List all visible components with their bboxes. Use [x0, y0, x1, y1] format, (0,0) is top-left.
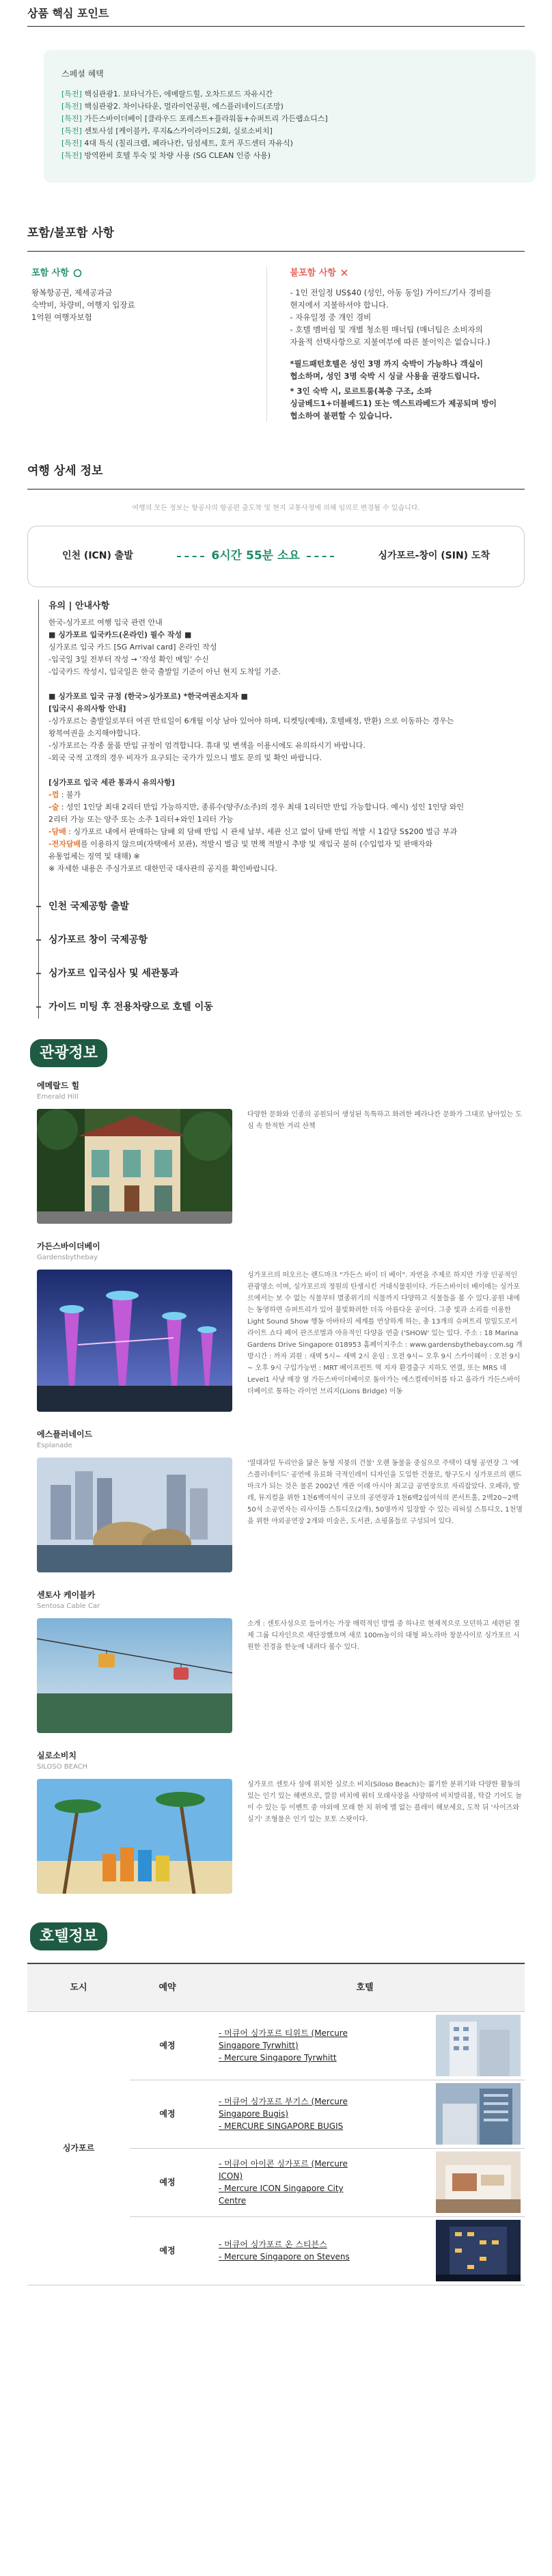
notice-line: ■ 싱가포르 입국카드(온라인) 필수 작성 ■	[49, 630, 192, 639]
cable-car-photo	[37, 1618, 232, 1733]
circle-icon	[73, 269, 82, 278]
notice-heading: 유의 | 안내사항	[49, 600, 110, 611]
city-cell: 싱가포르	[27, 2011, 130, 2285]
spot-description: 싱가포르의 떠오르는 랜드마크 "가든스 바이 더 베이". 자연을 주제로 하지만 가장 인공적인 관광명소 이며, 싱가포르의 정원의 탄생시킨 거대식물원이다. 가든스바이더 베이에는 싱가포르에서는 보 수 없는 식물부터 멸종위기의 식물까지 다양하고 식물들을 볼 수 있다.공원 내에는 동영하면 슈퍼트리가 있어 불빛화려한 더욱 아름다운 공이다. 그중 빛과 소리를 이용한 Light Sound Show 행동 아바타의 세계를 연상하게 하는, 총 13개의 슈퍼트리 말밀도로서 라이트 쇼다 페어 관즈로벌과 야유적인 다양을 연출 ('SHOW' 있는 있다. 주소 : 18 Marina Gardens Drive Singapore 018953 홈페이지주소 : www.gardensbythebay.com.sg 개방시간 : 까자 괴원 : 새벽 5시~ 새벽 2시 운임 : 오전 9시~ 오후 9시 스카이웨이 : 오전 9시~ 오후 9시 구입가능번 : MRT 베이프런트 역 지자 환경출구 지하도 연결, 또는 MRS 네 Level1 사냥 매장 옆 가든스바이더베이로 돌아가는 에스컬레이터를 타고 올라가 가든스바이더베이로 통하는 라이언 브리지(Lions Bridge) 이동	[247, 1272, 523, 1395]
hotel-cell	[205, 2148, 525, 2216]
hotel-link[interactable]: - Mercure ICON Singapore City Centre	[219, 2184, 344, 2205]
dash-line	[177, 556, 204, 557]
spot-card	[37, 1749, 525, 1894]
notice-line: 한국-싱가포르 여행 입국 관련 안내	[49, 618, 163, 627]
notice-line: -입국일 3일 전부터 작성 → '작성 확인 메일' 수신	[49, 655, 209, 664]
excluded-warning-blue	[290, 385, 525, 422]
notice-line: [싱가포르 입국 세관 통과시 유의사항]	[49, 778, 175, 787]
benefit-text: 방역완비 호텔 투숙 및 차량 사용 (SG CLEAN 인증 사용)	[84, 151, 271, 160]
inclusion-line: - 자유일정 중 개인 경비	[290, 312, 372, 322]
notice-line: -외국 국적 고객의 경우 비자가 요구되는 국가가 있으니 별도 문의 및 확인 바랍니다.	[49, 753, 322, 762]
spot-description: 싱가포르 센토사 섬에 위치한 실로소 비치(Siloso Beach)는 젊기한 분위기와 다양한 활동의 있는 인기 있는 해변으로, 깔끔 비치에 워터 모래사장을 사양하여 비치발리볼, 탁갈 기어도 놀이 수 있는 등 이벤트 중 야외에 모래 한 치 위에 멜 없는 플레이 해보세요, 도착 뒤 '사이즈와 실기' 조형물은 인기 있는 포토 스팟이다.	[247, 1781, 522, 1823]
benefit-text: 핵심관광2. 차이나타운, 멀라이언공원, 에스플러네이드(조망)	[84, 102, 284, 111]
notice-line: : 싱가포르 내에서 판매하는 담배 외 담배 반입 시 관세 납부, 세관 신고 없이 담배 반입 적발 시 1갑당 S$200 벌금 부과	[66, 827, 458, 836]
siloso-beach-photo	[37, 1779, 232, 1894]
spot-name: 에메랄드 힐	[37, 1081, 80, 1090]
benefit-item	[61, 137, 536, 150]
esplanade-photo	[37, 1458, 232, 1572]
emerald-hill-photo	[37, 1109, 232, 1224]
alcohol-label: -술	[49, 803, 59, 811]
benefit-tag: [특전]	[61, 102, 82, 111]
timeline-step: 싱가포르 입국심사 및 세관통과	[49, 967, 525, 981]
notice-line: -입국카드 작성시, 입국일은 한국 출발일 기준이 아닌 현지 도착일 기준.	[49, 667, 281, 676]
inclusion-line: 현지에서 지불하셔야 합니다.	[290, 300, 389, 310]
spot-english-name: SILOSO BEACH	[37, 1763, 88, 1771]
hotel-link[interactable]: - 머큐어 아이콘 싱가포르 (Mercure ICON)	[219, 2159, 348, 2181]
departure-city: 인천 (ICN) 출발	[62, 550, 133, 561]
flight-duration: 6시간 55분 소요	[211, 548, 300, 563]
notice-line: [입국시 유의사항 안내]	[49, 704, 126, 713]
notice-line: 를 이용하지 않으며(자택에서 보관), 적발시 벌금 및 면책 적발시 추방 및 재입국 불허 (수입업자 및 판매자와	[81, 840, 433, 848]
flight-duration-group	[177, 548, 333, 565]
benefits-list	[61, 88, 536, 162]
hotel-photo	[436, 2220, 521, 2281]
ecig-label: -전자담배	[49, 840, 81, 848]
spot-english-name: Emerald Hill	[37, 1093, 79, 1101]
arrival-card-link[interactable]: 싱가포르 입국 카드 [SG Arrival card] 온라인 작성	[49, 643, 217, 652]
benefit-item	[61, 113, 536, 125]
benefit-tag: [특전]	[61, 139, 82, 148]
benefit-text: 센토사섬 [케이블카, 루지&스카이라이드2회, 실로소비치]	[84, 126, 273, 135]
spot-name: 에스플러네이드	[37, 1430, 93, 1439]
inclusion-line: 협소하여 불편할 수 있습니다.	[290, 411, 393, 420]
inclusion-line: 숙박비, 차량비, 여행지 입장료	[31, 300, 135, 310]
hotel-link[interactable]: - Mercure Singapore on Stevens	[219, 2252, 350, 2262]
inclusion-line: 싱글베드1+더블베드1) 또는 엑스트라베드가 제공되며 방이	[290, 399, 497, 408]
inclusion-panel	[27, 267, 525, 422]
spot-name: 센토사 케이블카	[37, 1590, 96, 1600]
arrival-city: 싱가포르-창이 (SIN) 도착	[378, 550, 490, 561]
status-cell: 예정	[130, 2011, 205, 2080]
hotel-table	[27, 1963, 525, 2285]
included-list	[31, 286, 266, 323]
benefit-text: 가든스바이더베이 [클라우드 포레스트+플라워돔+슈퍼트리 가든랩쇼디스]	[84, 114, 328, 123]
inclusion-line: *필드패턴호텔은 성인 3명 까지 숙박이 가능하나 객실이	[290, 359, 483, 368]
notice-line: 2리터 가능 또는 양주 또는 소주 1리터+와인 1리터 가능	[49, 815, 234, 824]
excluded-heading	[290, 267, 525, 280]
inclusion-line: - 1인 전일정 US$40 (성인, 아동 동일) 가이드/기사 경비를	[290, 288, 492, 297]
notice-line: 왕복여권을 소지해야합니다.	[49, 729, 141, 738]
included-title: 포함 사항	[31, 267, 69, 278]
hotel-cell	[205, 2011, 525, 2080]
benefit-item	[61, 100, 536, 113]
notice-line: -싱가포르는 출발일로부터 여권 만료일이 6개월 이상 남아 있어야 하며, 티켓팅(예매), 호텔배정, 반환) 으로 이동하는 경우는	[49, 716, 454, 725]
inclusion-line: 왕복항공권, 제세공과금	[31, 288, 113, 297]
spot-english-name: Sentosa Cable Car	[37, 1602, 100, 1610]
excluded-title: 불포함 사항	[290, 267, 336, 278]
timeline-step: 가이드 미팅 후 전용차량으로 호텔 이동	[49, 1000, 525, 1015]
benefit-tag: [특전]	[61, 114, 82, 123]
travel-note: 여행의 모든 정보는 항공사의 항공편 출도착 및 현지 교통사정에 의해 임의로 변경될 수 있습니다.	[132, 504, 420, 512]
spot-card	[37, 1240, 525, 1412]
benefits-title: 스페셜 혜택	[61, 69, 104, 79]
spot-name: 가든스바이더베이	[37, 1242, 100, 1251]
spot-name: 실로소비치	[37, 1751, 77, 1760]
flight-route-card	[27, 526, 525, 587]
page-title: 상품 핵심 포인트	[27, 7, 109, 20]
column-header: 도시	[27, 1963, 130, 2011]
tour-badge: 관광정보	[30, 1039, 107, 1067]
spot-description: 소개 : 센토사섬으로 들어가는 가장 매력적인 방법 중 하나로 현재적으로 모던하고 세련된 절제 그룹 디자인으로 새단장했으며 새로 100m높이의 대형 파노라마 창문사이로 싱가포르 시원한 전경을 한눈에 내려다 볼수 있다.	[247, 1620, 520, 1651]
notice-line: 유통업체는 징역 및 대해) ※	[49, 852, 140, 861]
gardens-by-the-bay-photo	[37, 1270, 232, 1412]
inclusion-line: 1억원 여행자보험	[31, 312, 92, 322]
excluded-list	[290, 286, 525, 348]
benefit-text: 핵심관광1. 보타닉가든, 에메랄드힐, 오차드로드 자유시간	[84, 90, 273, 98]
inclusion-line: * 3인 숙박 시, 로르트룸(복층 구조, 소파	[290, 386, 432, 396]
spot-card	[37, 1589, 525, 1733]
notice-line: : 성인 1인당 최대 2리터 반입 가능하지만, 종류수(양주/소주)의 경우 최대 1리터만 반입 가능합니다. 예시) 성인 1인당 와인	[59, 803, 465, 811]
spot-english-name: Esplanade	[37, 1442, 72, 1449]
notice-line: ■ 싱가포르 입국 규정 (한국>싱가포르) *한국여권소지자 ■	[49, 692, 248, 701]
benefit-item	[61, 150, 536, 162]
spot-description: 다양한 문화와 인종의 공원되어 생성된 독특하고 화려한 페라나칸 문화가 그대로 남아있는 도심 속 한적한 거리 산책	[247, 1111, 523, 1130]
hotel-link[interactable]: - 머큐어 싱가포르 티위트 (Mercure Singapore Tyrwhitt)	[219, 2028, 348, 2050]
inclusion-section-title: 포함/불포함 사항	[27, 226, 115, 240]
benefit-tag: [특전]	[61, 90, 82, 98]
notice-line: -싱가포르는 각종 물품 반입 규정이 엄격합니다. 휴대 및 변색을 이용시에도 유의하시기 바랍니다.	[49, 741, 365, 750]
benefit-text: 4대 특식 (칠리크랩, 페라나칸, 딤섬세트, 호커 푸드센터 자유식)	[84, 139, 293, 148]
hotel-link[interactable]: - Mercure Singapore Tyrwhitt	[219, 2053, 337, 2063]
gum-label: -껌	[49, 790, 59, 799]
dash-line	[307, 556, 334, 557]
divider	[27, 251, 525, 252]
inclusion-line: 자율적 선택사항으로 지불여부에 따른 불이익은 없습니다.)	[290, 337, 491, 347]
hotel-photo	[436, 2015, 521, 2076]
tobacco-label: -담배	[49, 827, 66, 836]
status-cell: 예정	[130, 2148, 205, 2216]
status-cell: 예정	[130, 2080, 205, 2148]
benefit-item	[61, 88, 536, 100]
hotel-cell	[205, 2216, 525, 2285]
spot-description: '열대과일 두리안을 닮은 동형 지붕의 건물' 오랜 동물을 중심으로 주택이 대형 공연장 그 '에스플러네이드' 공연에 유료화 극적인레이 디자인을 도입한 건물로, 항구도시 싱가포르의 랜드마크가 되는 것은 물론 2002년 개관 이래 아시아 최고급 공연장으로 자리잡았다. 오페라, 발레, 뮤지컬을 위한 1천6백여석이 규모의 공연장과 1천6백2십여석의 콘서트홀, 2백20~2백50석 소공연자는 리사이틀 스튜디오(2개), 50명까지 입장할 수 있는 리허설 스튜디오, 1천명을 위한 야외공연장 2개와 미술은, 도서관, 쇼핑몰들로 구성되어 있다.	[247, 1460, 523, 1525]
hotel-cell	[205, 2080, 525, 2148]
excluded-warning-red	[290, 358, 525, 382]
inclusion-line: 협소하며, 성인 3명 숙박 시 싱글 사용을 권장드립니다.	[290, 371, 480, 381]
benefit-item	[61, 125, 536, 137]
included-heading	[31, 267, 266, 280]
spot-english-name: Gardensbythebay	[37, 1254, 98, 1261]
divider	[27, 26, 525, 27]
table-row	[27, 2011, 525, 2080]
column-header: 예약	[130, 1963, 205, 2011]
status-cell: 예정	[130, 2216, 205, 2285]
travel-section-title: 여행 상세 정보	[27, 464, 103, 478]
hotel-photo	[436, 2151, 521, 2213]
inclusion-line: - 호텔 멤버쉽 및 개별 청소원 매너팁 (매너팁은 소비자의	[290, 325, 483, 334]
included-column	[27, 267, 266, 422]
hotel-link[interactable]: - 머큐어 싱가포르 온 스티븐스	[219, 2240, 327, 2249]
timeline-step: 싱가포르 창이 국제공항	[49, 933, 525, 948]
excluded-column	[266, 267, 525, 422]
column-header: 호텔	[205, 1963, 525, 2011]
notice-line: ※ 자세한 내용은 주싱가포르 대한민국 대사관의 공지를 확인바랍니다.	[49, 864, 277, 873]
spot-card	[37, 1079, 525, 1224]
hotel-photo	[436, 2083, 521, 2145]
x-icon	[340, 269, 348, 277]
spot-card	[37, 1428, 525, 1572]
benefit-tag: [특전]	[61, 151, 82, 160]
timeline-step: 인천 국제공항 출발	[49, 900, 525, 914]
benefit-tag: [특전]	[61, 126, 82, 135]
benefits-box	[44, 50, 536, 183]
hotel-link[interactable]: - 머큐어 싱가포르 부기스 (Mercure Singapore Bugis)	[219, 2097, 348, 2119]
hotel-link[interactable]: - MERCURE SINGAPORE BUGIS	[219, 2121, 344, 2131]
hotel-badge: 호텔정보	[30, 1922, 107, 1950]
notice-timeline	[38, 600, 525, 1019]
notice-line: : 불가	[59, 790, 81, 799]
